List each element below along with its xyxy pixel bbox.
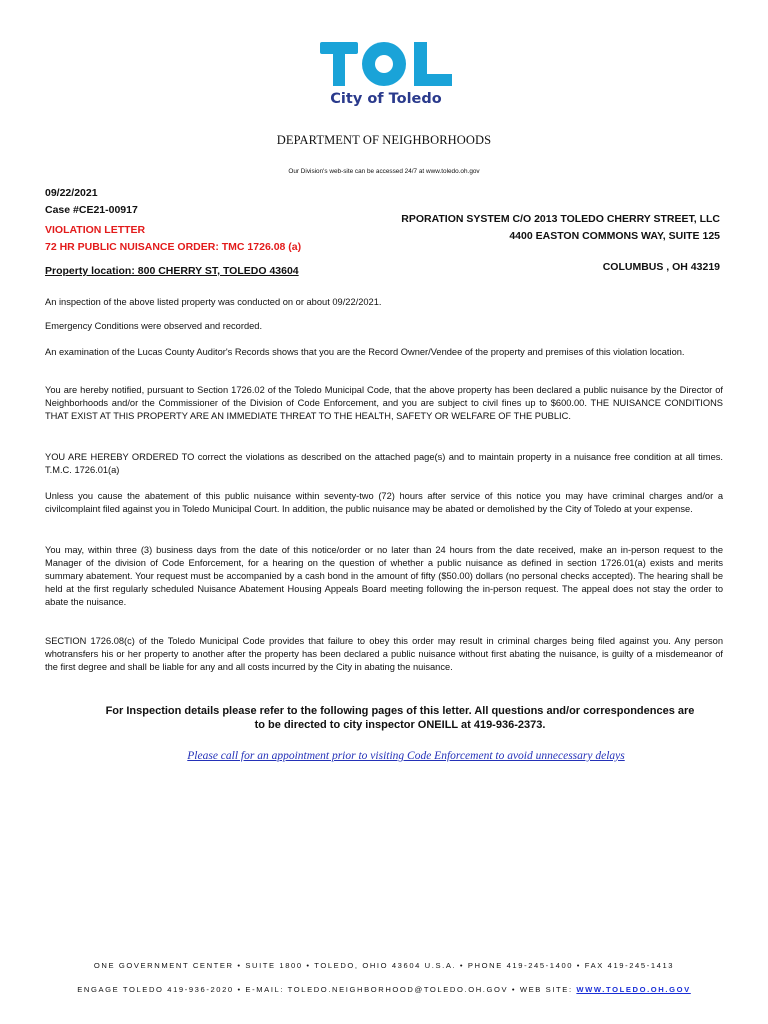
paragraph-ordered: YOU ARE HEREBY ORDERED TO correct the violations as described on the attached page(s) and to maintain property in a nuisance free condition at all times. T.M.C. 1726.01(a): [45, 452, 723, 475]
website-note: Our Division's web-site can be accessed 24/7 at www.toledo.oh.gov: [288, 168, 480, 175]
department-heading: DEPARTMENT OF NEIGHBORHOODS: [276, 133, 492, 147]
city-of-toledo-logo: [320, 40, 452, 114]
paragraph-hearing: You may, within three (3) business days from the date of this notice/order or no later than 24 hours from the date received, make an in-person request to the Manager of the division of Code Enforcement, for a hearing on the question of whether a public nuisance as defined in section 1726.01(a) exists and merits summary abatement. Your request must be accompanied by a cash bond in the amount of fifty ($50.00) dollars (no personal checks accepted). The hearing shall be held at the first regularly scheduled Nuisance Abatement Housing Appeals Board meeting following the in-person request. The appeal does not stay the order to abate the nuisance.: [45, 545, 723, 607]
paragraph-abatement: Unless you cause the abatement of this public nuisance within seventy-two (72) hours after service of this notice you may have criminal charges and/or a civilcomplaint filed against you in Toledo Municipal Court. In addition, the public nuisance may be abated or demolished by the City of Toledo at your expense.: [45, 491, 723, 514]
recipient-line-2: 4400 EASTON COMMONS WAY, SUITE 125: [509, 230, 720, 242]
paragraph-notified: You are hereby notified, pursuant to Section 1726.02 of the Toledo Municipal Code, that the above property has been declared a public nuisance by the Director of Neighborhoods and/or the Commissioner of the Division of Code Enforcement, and you are subject to civil fines up to $600.00. THE NUISANCE CONDITIONS THAT EXIST AT THIS PROPERTY ARE AN IMMEDIATE THREAT TO THE HEALTH, SAFETY OR WELFARE OF THE PUBLIC.: [45, 385, 723, 421]
footer-contact-text: ENGAGE TOLEDO 419-936-2020 • E-MAIL: TOLEDO.NEIGHBORHOOD@TOLEDO.OH.GOV • WEB SITE:: [77, 985, 577, 994]
closing-line-1: For Inspection details please refer to the following pages of this letter. All questions and/or correspondences are: [105, 705, 695, 717]
appointment-note: Please call for an appointment prior to visiting Code Enforcement to avoid unnecessary delays: [187, 750, 625, 762]
footer-website-link[interactable]: WWW.TOLEDO.OH.GOV: [576, 985, 691, 994]
inspection-details-note: [80, 704, 720, 732]
property-location: Property location: 800 CHERRY ST, TOLEDO 43604: [45, 265, 299, 277]
paragraph-inspection: An inspection of the above listed property was conducted on or about 09/22/2021.: [45, 297, 382, 307]
order-title: 72 HR PUBLIC NUISANCE ORDER: TMC 1726.08 (a): [45, 241, 302, 253]
tol-wordmark-icon: [320, 40, 452, 88]
recipient-address: [401, 211, 720, 276]
closing-line-2: to be directed to city inspector ONEILL at 419-936-2373.: [254, 719, 546, 731]
paragraph-section: SECTION 1726.08(c) of the Toledo Municipal Code provides that failure to obey this order may result in criminal charges being filed against you. Any person whotransfers his or her property to another after the property has been declared a public nuisance without first abating the nuisance, is guilty of a misdemeanor of the first degree and shall be liable for any and all costs incurred by the City in abating the nuisance.: [45, 636, 723, 672]
case-number: Case #CE21-00917: [45, 204, 138, 216]
recipient-line-1: RPORATION SYSTEM C/O 2013 TOLEDO CHERRY STREET, LLC: [401, 213, 720, 225]
violation-title: VIOLATION LETTER: [45, 224, 146, 236]
paragraph-auditor: An examination of the Lucas County Auditor's Records shows that you are the Record Owner/Vendee of the property and premises of this violation location.: [45, 347, 685, 357]
footer-contact: [0, 985, 768, 994]
paragraph-emergency: Emergency Conditions were observed and recorded.: [45, 321, 263, 331]
logo-subtitle: City of Toledo: [330, 91, 442, 107]
letter-date: 09/22/2021: [45, 187, 98, 199]
recipient-line-3: COLUMBUS , OH 43219: [602, 261, 720, 273]
footer-address: ONE GOVERNMENT CENTER • SUITE 1800 • TOLEDO, OHIO 43604 U.S.A. • PHONE 419-245-1400 • FAX 419-245-1413: [93, 961, 675, 970]
